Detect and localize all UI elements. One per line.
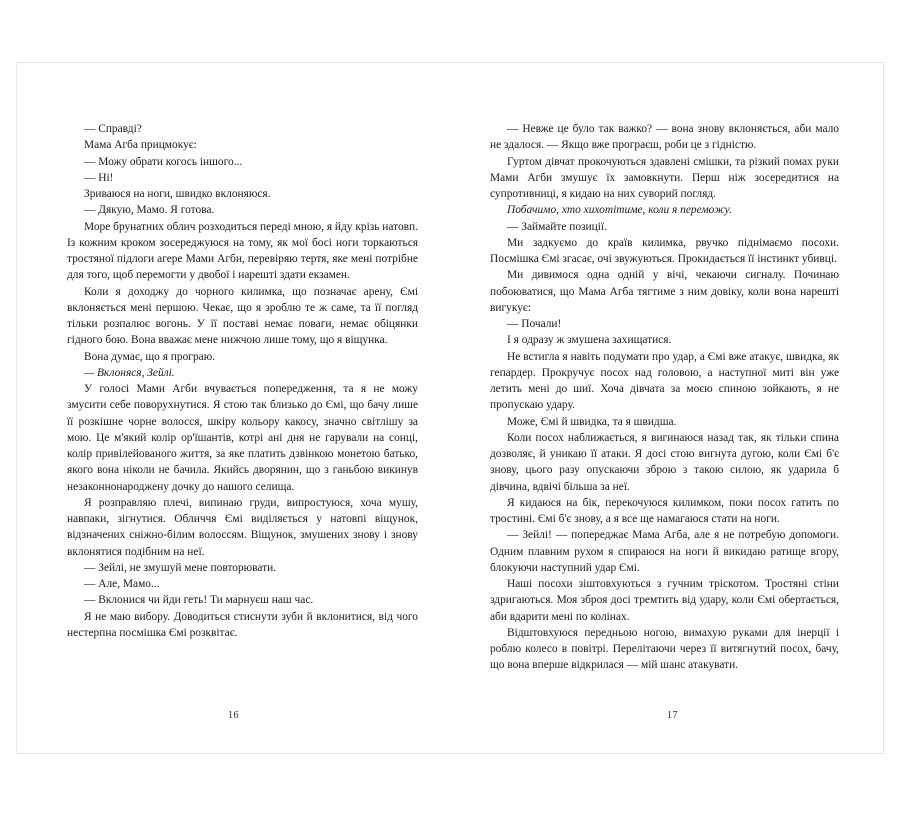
paragraph: Зриваюся на ноги, швидко вклоняюся. — [84, 188, 271, 200]
paragraph: — Зейлі! — попереджає Мама Агба, але я не потребую допомоги. Одним плавним рухом я спираюся на ноги й викидаю ратище вгору, блокуючи наступний удар Ємі. — [490, 529, 839, 574]
page-number-left: 16 — [228, 710, 239, 721]
paragraph: І я одразу ж змушена захищатися. — [507, 334, 672, 347]
paragraph: Побачимо, хто хихотітиме, коли я переможу. — [507, 204, 732, 217]
paragraph: Я розправляю плечі, випинаю груди, випростуюся, хоча мушу, навпаки, зігнутися. Обличчя Ємі виділяється у натовпі віщунок, відзначених сніжно-білим волоссям. Віщунок, змушених знову і знову вклонятися подібним на неї. — [67, 496, 418, 558]
paragraph: Коли я доходжу до чорного килимка, що позначає арену, Ємі вклоняється мені першою. Чекає, що я зроблю те ж саме, та її погляд тільки розпалює вогонь. У її поставі немає поваги, немає обіцянки гідного бою. Вона вважає мене нижчою лише тому, що я віщунка. — [67, 285, 418, 347]
paragraph: — Вклонися чи йди геть! Ти марнуєш наш час. — [84, 594, 314, 607]
paragraph: — Вклоняся, Зейлі. — [84, 366, 175, 379]
right-page-text — [490, 121, 839, 674]
paragraph: У голосі Мами Агби вчувається попередження, та я не можу змусити себе поворухнутися. Я стою так близько до Ємі, що бачу лише її розкішне чорне волосся, шкіру кольору какосу, значно світлішу за мою. Це м'який колір ор'їшантів, котрі ані дня не гарували на сонці, колір привілейованого життя, за яке платить дзвінкою монетою батько, якого вона ніколи не бачила. Якийсь дворянин, що з ганьбою викинув незаконнонароджену дочку до нашого селища. — [67, 383, 418, 493]
book-spread — [17, 63, 883, 753]
paragraph: Відштовхуюся передньою ногою, вимахую руками для інерції і роблю колесо в повітрі. Перелітаючи через її витягнутий посох, бачу, що вона вперше відкрилася — мій шанс атакувати. — [490, 626, 839, 672]
paragraph: Ми задкуємо до країв килимка, рвучко піднімаємо посохи. Посмішка Ємі згасає, очі звужуються. Прокидається її інстинкт убивці. — [490, 236, 839, 265]
paragraph: Може, Ємі й швидка, та я швидша. — [507, 415, 677, 428]
paragraph: Ми дивимося одна одній у вічі, чекаючи сигналу. Починаю побоюватися, що Мама Агба тягтиме з ним довіку, коли вона нарешті вигукує: — [490, 269, 839, 314]
page-number-right: 17 — [667, 710, 678, 721]
page-left — [17, 63, 450, 753]
paragraph: Море брунатних облич розходиться переді мною, я йду крізь натовп. Із кожним кроком зосереджуюся на тому, як мої босі ноги торкаються тростяної підлоги агере Мами Агби, перевіряю тертя, яке мені потрібне для того, щоб перемогти у двобої і нарешті здати екзамен. — [67, 220, 418, 282]
page-right — [450, 63, 883, 753]
paragraph: — Почали! — [507, 318, 562, 330]
paragraph: — Можу обрати когось іншого... — [84, 155, 243, 168]
paragraph: Я не маю вибору. Доводиться стиснути зуби й вклонитися, від чого нестерпна посмішка Ємі розквітає. — [67, 610, 418, 639]
paragraph: — Невже це було так важко? — вона знову вклоняється, аби мало не здалося. — Якщо вже програєш, роби це з гідністю. — [490, 123, 839, 152]
paragraph: Коли посох наближається, я вигинаюся назад так, як тільки спина дозволяє, й уникаю її атаки. Я досі стою вигнута дугою, коли Ємі б'є знову, цього разу опускаючи зброю з такою силою, як ударила б дівчина, вдвічі більша за неї. — [490, 431, 839, 493]
paragraph: Гуртом дівчат прокочуються здавлені смішки, та різкий помах руки Мами Агби змушує їх замовкнути. Перш ніж зосередитися на супротивниці, я кидаю на них суворий погляд. — [490, 155, 839, 200]
paragraph: Я кидаюся на бік, перекочуюся килимком, поки посох гатить по тростині. Ємі б'є знову, а я все ще намагаюся стати на ноги. — [490, 496, 839, 525]
paragraph: — Справді? — [84, 123, 142, 135]
paragraph: — Займайте позиції. — [507, 220, 607, 233]
paragraph: — Ні! — [84, 171, 114, 184]
left-page-text — [67, 121, 418, 641]
paragraph: Мама Агба прицмокує: — [84, 139, 197, 152]
paragraph: Наші посохи зіштовхуються з гучним тріскотом. Тростяні стіни здригаються. Моя зброя досі тремтить від удару, коли Ємі обертається, аби вдарити мені по колінах. — [490, 578, 839, 623]
paragraph: — Зейлі, не змушуй мене повторювати. — [84, 561, 277, 574]
paragraph: Вона думає, що я програю. — [84, 350, 216, 363]
paragraph: — Але, Мамо... — [84, 578, 160, 590]
paragraph: Не встигла я навіть подумати про удар, а Ємі вже атакує, швидка, як гепардер. Прокручує посох над головою, а наступної миті він уже летить мені до шиї. Хоча дівчата за моєю спиною зойкають, я не пропускаю удару. — [490, 350, 839, 412]
paragraph: — Дякую, Мамо. Я готова. — [84, 204, 215, 217]
